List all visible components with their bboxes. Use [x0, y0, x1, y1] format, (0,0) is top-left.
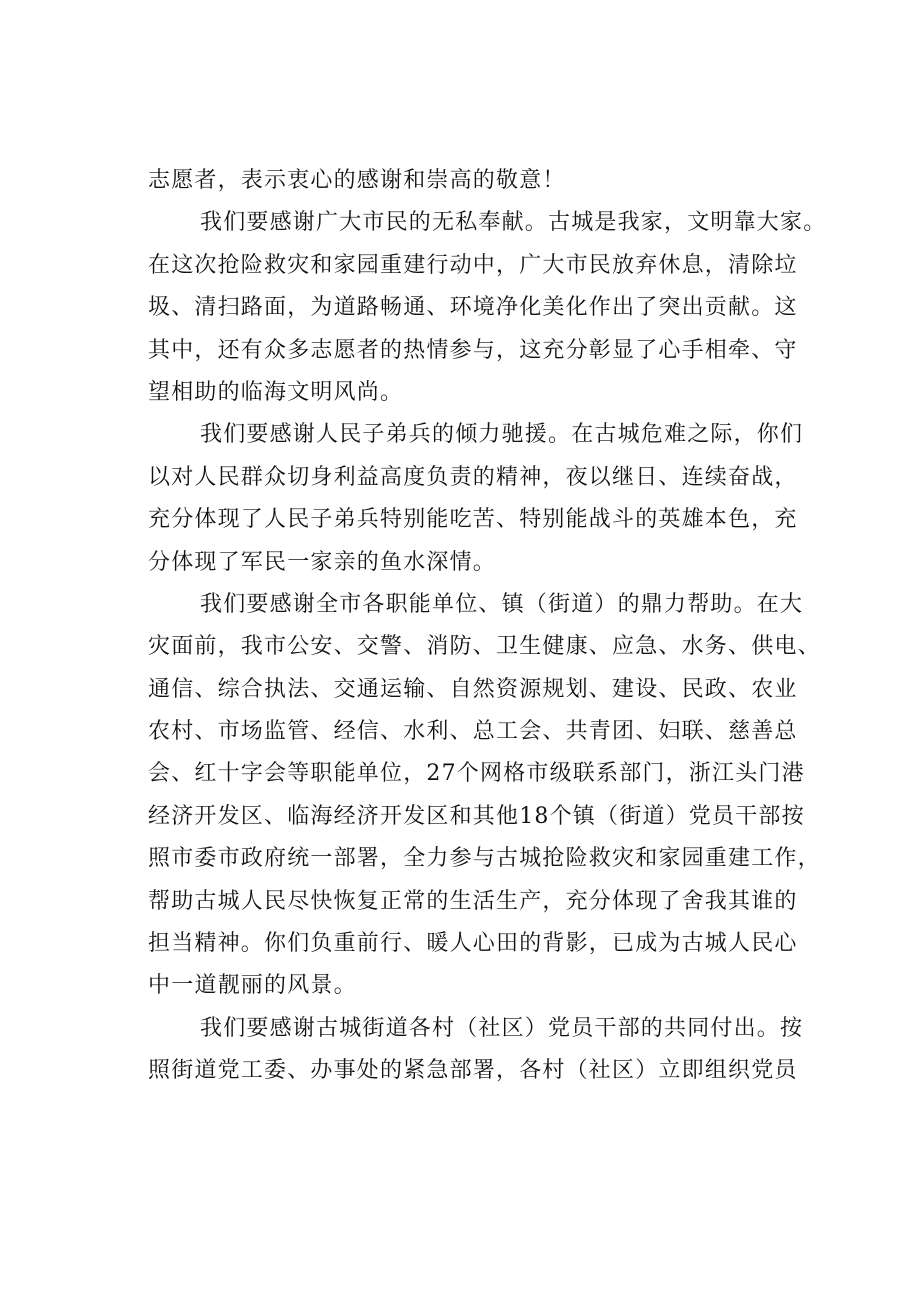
text-line: 中一道靓丽的风景。 [148, 973, 357, 999]
text-line: 充分体现了人民子弟兵特别能吃苦、特别能战斗的英雄本色，充 [148, 507, 798, 533]
document-body [148, 160, 827, 1093]
text-line: 照街道党工委、办事处的紧急部署，各村（社区）立即组织党员 [148, 1058, 798, 1084]
text-line: 通信、综合执法、交通运输、自然资源规划、建设、民政、农业 [148, 676, 798, 702]
text-line: 圾、清扫路面，为道路畅通、环境净化美化作出了突出贡献。这 [148, 295, 798, 321]
text-line: 经济开发区、临海经济开发区和其他18个镇（街道）党员干部按 [148, 803, 805, 829]
text-line: 分体现了军民一家亲的鱼水深情。 [148, 549, 497, 575]
paragraph-start-line: 我们要感谢古城街道各村（社区）党员干部的共同付出。按 [200, 1015, 804, 1041]
paragraph-start-line: 我们要感谢广大市民的无私奉献。古城是我家，文明靠大家。 [200, 210, 827, 236]
text-line: 担当精神。你们负重前行、暖人心田的背影，已成为古城人民心 [148, 931, 798, 957]
text-line: 照市委市政府统一部署，全力参与古城抢险救灾和家园重建工作， [148, 846, 821, 872]
text-line: 以对人民群众切身利益高度负责的精神，夜以继日、连续奋战， [148, 464, 798, 490]
text-line: 农村、市场监管、经信、水利、总工会、共青团、妇联、慈善总 [148, 719, 798, 745]
text-line: 会、红十字会等职能单位，27个网格市级联系部门，浙江头门港 [148, 761, 805, 787]
paragraph-start-line: 我们要感谢全市各职能单位、镇（街道）的鼎力帮助。在大 [200, 591, 804, 617]
text-line: 在这次抢险救灾和家园重建行动中，广大市民放弃休息，清除垃 [148, 252, 798, 278]
text-line: 帮助古城人民尽快恢复正常的生活生产，充分体现了舍我其谁的 [148, 888, 798, 914]
paragraph-start-line: 我们要感谢人民子弟兵的倾力驰援。在古城危难之际，你们 [200, 422, 804, 448]
text-line: 灾面前，我市公安、交警、消防、卫生健康、应急、水务、供电、 [148, 634, 821, 660]
text-line: 望相助的临海文明风尚。 [148, 379, 404, 405]
text-line: 其中，还有众多志愿者的热情参与，这充分彰显了心手相牵、守 [148, 337, 798, 363]
text-line: 志愿者，表示衷心的感谢和崇高的敬意！ [148, 168, 566, 193]
